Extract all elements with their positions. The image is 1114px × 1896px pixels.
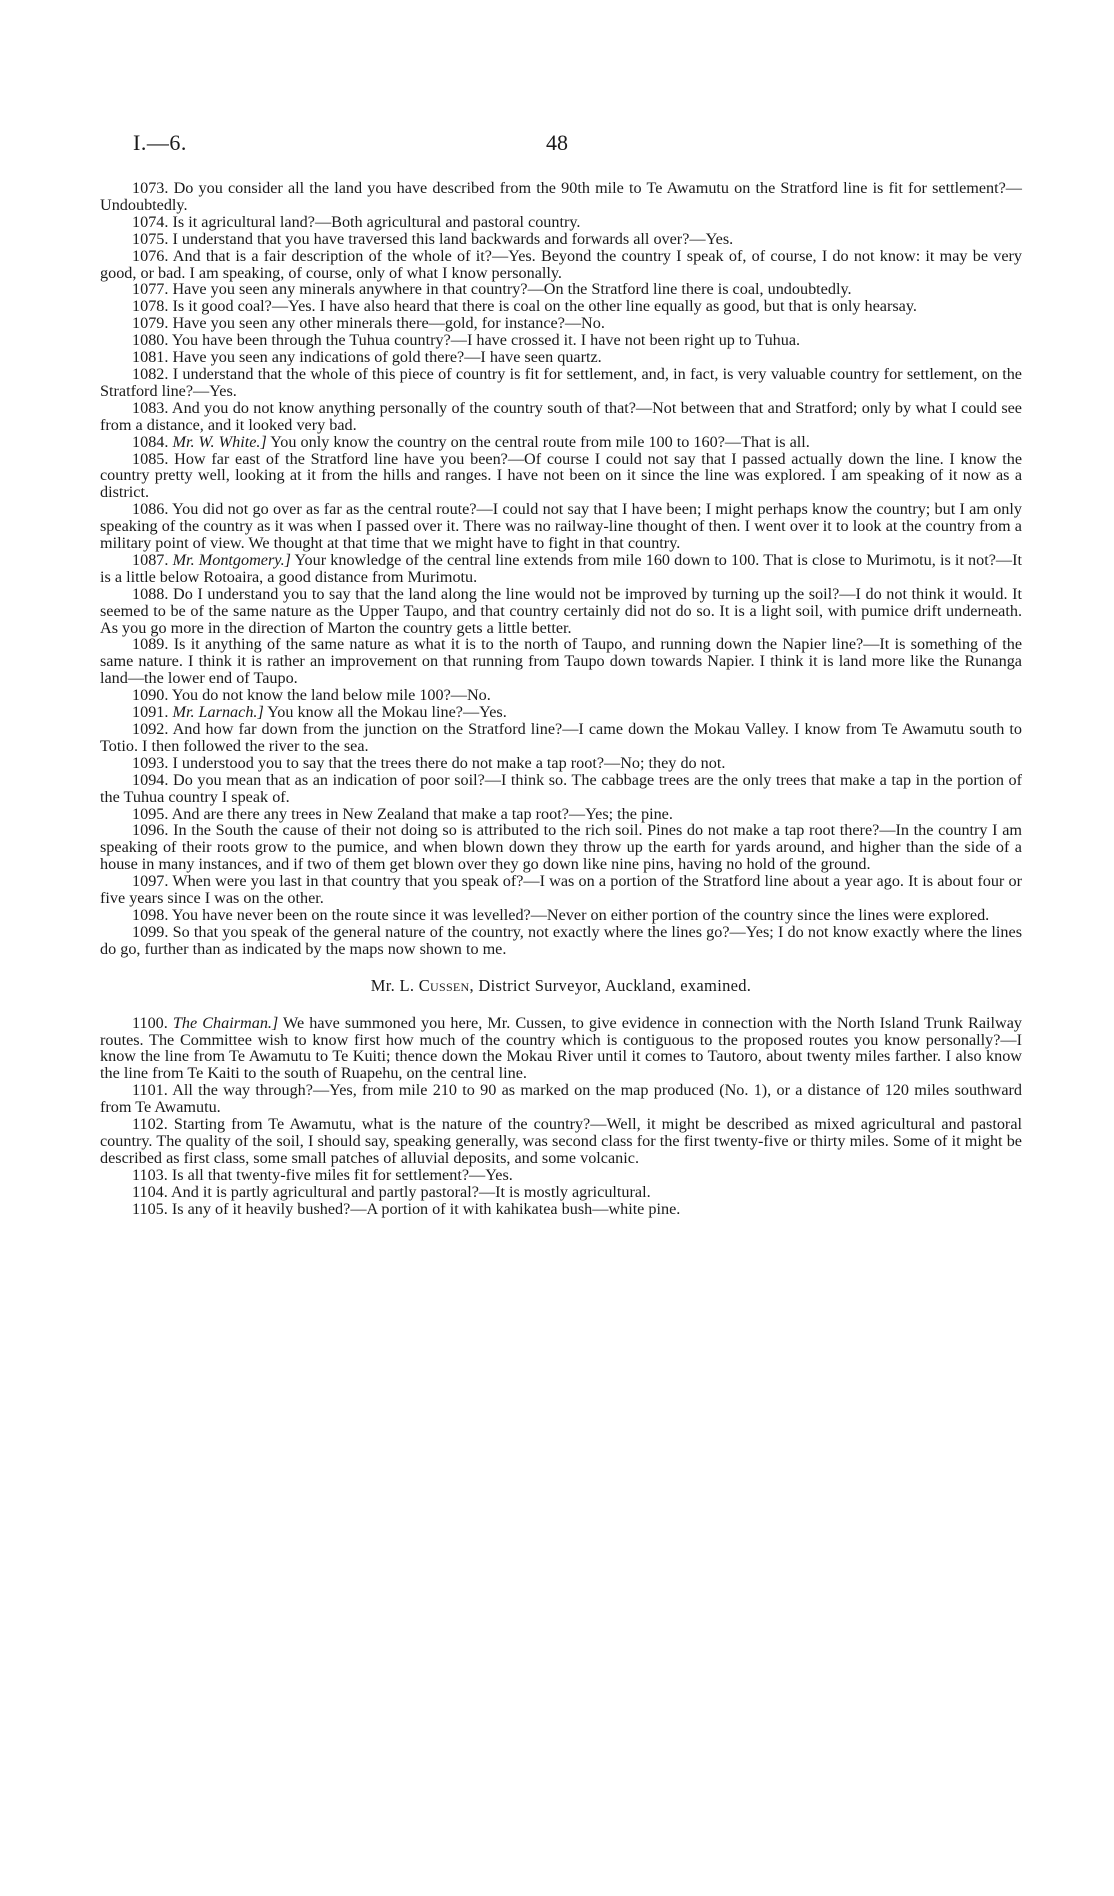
question-answer-paragraph: [100, 400, 1022, 434]
question-answer-paragraph: [100, 332, 1022, 349]
question-number: 1073.: [132, 179, 169, 197]
speaker-name: Mr. Larnach.]: [172, 703, 264, 722]
question-number: 1092.: [132, 720, 169, 738]
question-number: 1085.: [132, 449, 169, 468]
question-answer-paragraph: [100, 586, 1022, 637]
question-number: 1083.: [132, 398, 169, 417]
question-number: 1090.: [132, 686, 169, 705]
question-answer-paragraph: [100, 1167, 1022, 1184]
question-answer-paragraph: [100, 704, 1022, 721]
question-answer-paragraph: [100, 687, 1022, 704]
question-number: 1076.: [132, 246, 169, 265]
speaker-name: Mr. Montgomery.]: [172, 550, 291, 569]
question-answer-paragraph: [100, 451, 1022, 502]
question-answer-paragraph: [100, 552, 1022, 586]
question-number: 1091.: [132, 703, 169, 722]
question-answer-paragraph: [100, 806, 1022, 823]
question-answer-paragraph: [100, 924, 1022, 958]
question-answer-paragraph: [100, 298, 1022, 315]
paragraph-text: Have you seen any minerals anywhere in that country?—On the Stratford line there is coal, undoubtedly.: [172, 280, 852, 299]
paragraph-text: You do not know the land below mile 100?—No.: [171, 686, 491, 705]
paragraph-text: I understood you to say that the trees there do not make a tap root?—No; they do not.: [172, 753, 726, 772]
paragraph-text: You only know the country on the central route from mile 100 to 160?—That is all.: [270, 432, 810, 451]
question-number: 1105.: [132, 1199, 168, 1218]
question-number: 1081.: [132, 348, 169, 367]
question-number: 1102.: [132, 1115, 168, 1134]
paragraph-text: You have never been on the route since it was levelled?—Never on either portion of the country since the lines were explored.: [171, 905, 990, 924]
question-number: 1088.: [132, 584, 169, 603]
question-number: 1075.: [132, 229, 169, 248]
question-number: 1080.: [132, 331, 169, 350]
speaker-name: Mr. W. White.]: [172, 432, 267, 451]
question-number: 1089.: [132, 635, 169, 654]
question-answer-paragraph: [100, 281, 1022, 298]
question-answer-paragraph: [100, 315, 1022, 332]
paragraph-text: Is it good coal?—Yes. I have also heard that there is coal on the other line equally as good, but that is only hearsay.: [172, 297, 917, 316]
paragraph-text: And that is a fair description of the whole of it?—Yes. Beyond the country I speak of, of course, I do not know: it may be very good, or bad. I am speaking, of course, only of what I know personally.: [100, 246, 1022, 282]
question-answer-paragraph: [100, 636, 1022, 687]
document-body: [100, 180, 1022, 1217]
paragraph-text: And you do not know anything personally of the country south of that?—Not between that and Stratford; only by what I could see from a distance, and it looked very bad.: [100, 398, 1022, 434]
question-answer-paragraph: [100, 1116, 1022, 1167]
question-number: 1086.: [132, 500, 169, 519]
page-number: 48: [546, 130, 568, 155]
paragraph-text: Have you seen any other minerals there—gold, for instance?—No.: [172, 314, 605, 333]
witness-name: Cussen: [418, 975, 470, 995]
witness-prefix: Mr. L.: [370, 975, 415, 995]
paragraph-text: And it is partly agricultural and partly pastoral?—It is mostly agricultural.: [170, 1182, 651, 1201]
question-number: 1074.: [132, 212, 169, 231]
document-reference: I.—6.: [133, 130, 187, 155]
question-answer-paragraph: [100, 873, 1022, 907]
question-answer-paragraph: [100, 755, 1022, 772]
question-answer-paragraph: [100, 1082, 1022, 1116]
question-answer-paragraph: [100, 907, 1022, 924]
question-number: 1087.: [132, 550, 169, 569]
paragraph-text: We have summoned you here, Mr. Cussen, to give evidence in connection with the North Island Trunk Railway routes. The Committee wish to know first how much of the country which is contiguous to the proposed routes you know personally?—I know the line from Te Awamutu to Te Kuiti; thence down the Mokau River until it comes to Tautoro, about twenty miles farther. I also know the line from Te Kaiti to the south of Ruapehu, on the central line.: [100, 1013, 1022, 1083]
evidence-section-2: [100, 1015, 1022, 1218]
paragraph-text: You have been through the Tuhua country?—I have crossed it. I have not been right up to Tuhua.: [171, 331, 801, 350]
paragraph-text: Your knowledge of the central line extends from mile 160 down to 100. That is close to Murimotu, is it not?—It is a little below Rotoaira, a good distance from Murimotu.: [100, 550, 1022, 586]
evidence-section-1: [100, 180, 1022, 958]
paragraph-text: Is any of it heavily bushed?—A portion of it with kahikatea bush—white pine.: [171, 1199, 681, 1218]
paragraph-text: When were you last in that country that you speak of?—I was on a portion of the Stratford line about a year ago. It is about four or five years since I was on the other.: [100, 872, 1022, 908]
paragraph-text: Is it anything of the same nature as what it is to the north of Taupo, and running down the Napier line?—It is something of the same nature. I think it is rather an improvement on that running from Taupo down towards Napier. I think it is land more like the Runanga land—the lower end of Taupo.: [100, 635, 1023, 688]
paragraph-text: And are there any trees in New Zealand that make a tap root?—Yes; the pine.: [171, 804, 673, 823]
question-number: 1095.: [132, 804, 169, 823]
question-number: 1098.: [132, 905, 169, 924]
paragraph-text: Is it agricultural land?—Both agricultural and pastoral country.: [172, 212, 581, 231]
paragraph-text: Do you consider all the land you have described from the 90th mile to Te Awamutu on the Stratford line is fit for settlement?—Undoubtedly.: [100, 179, 1022, 214]
paragraph-text: I understand that you have traversed this land backwards and forwards all over?—Yes.: [172, 229, 734, 248]
paragraph-text: Starting from Te Awamutu, what is the nature of the country?—Well, it might be described as mixed agricultural and pastoral country. The quality of the soil, I should say, speaking generally, was second class for the first twenty-five or thirty miles. Some of it might be described as first class, some small patches of alluvial deposits, and some volcanic.: [100, 1115, 1022, 1167]
question-answer-paragraph: [100, 1201, 1022, 1218]
witness-heading: [100, 975, 1022, 995]
witness-description: , District Surveyor, Auckland, examined.: [469, 975, 752, 995]
question-answer-paragraph: [100, 501, 1022, 552]
question-number: 1097.: [132, 872, 169, 891]
question-number: 1079.: [132, 314, 169, 333]
question-answer-paragraph: [100, 1015, 1022, 1083]
question-answer-paragraph: [100, 1184, 1022, 1201]
question-number: 1096.: [132, 821, 169, 840]
question-number: 1082.: [132, 364, 169, 383]
question-answer-paragraph: [100, 366, 1022, 400]
question-number: 1101.: [132, 1081, 168, 1100]
question-number: 1084.: [132, 432, 169, 451]
question-answer-paragraph: [100, 214, 1022, 231]
paragraph-text: And how far down from the junction on the Stratford line?—I came down the Mokau Valley. I know from Te Awamutu south to Totio. I then followed the river to the sea.: [100, 720, 1022, 755]
question-number: 1099.: [132, 922, 169, 941]
question-answer-paragraph: [100, 248, 1022, 282]
question-number: 1104.: [132, 1182, 168, 1201]
question-answer-paragraph: [100, 822, 1022, 873]
paragraph-text: Is all that twenty-five miles fit for settlement?—Yes.: [171, 1165, 513, 1184]
question-answer-paragraph: [100, 772, 1022, 806]
paragraph-text: In the South the cause of their not doing so is attributed to the rich soil. Pines do not make a tap root there?—In the country I am speaking of their roots grow to the pumice, and when blown down they throw up the earth for yards around, and higher than the side of a house in many instances, and if two of them get blown over they go down like nine pins, having no hold of the ground.: [100, 821, 1022, 874]
paragraph-text: Have you seen any indications of gold there?—I have seen quartz.: [172, 348, 602, 367]
paragraph-text: You know all the Mokau line?—Yes.: [267, 703, 507, 722]
paragraph-text: I understand that the whole of this piece of country is fit for settlement, and, in fact, is very valuable country for settlement, on the Stratford line?—Yes.: [100, 364, 1022, 400]
question-answer-paragraph: [100, 721, 1022, 755]
paragraph-text: How far east of the Stratford line have you been?—Of course I could not say that I passed actually down the line. I know the country pretty well, looking at it from the hills and ranges. I have not been on it since the line was explored. I am speaking of it now as a district.: [100, 449, 1022, 502]
question-number: 1078.: [132, 297, 169, 316]
question-number: 1103.: [132, 1165, 168, 1184]
question-answer-paragraph: [100, 180, 1022, 214]
question-number: 1077.: [132, 280, 169, 299]
paragraph-text: You did not go over as far as the central route?—I could not say that I have been; I might perhaps know the country; but I am only speaking of the country as it was when I passed over it. There was no railway-line thought of then. I went over it to look at the country from a military point of view. We thought at that time that we might have to fight in that country.: [100, 500, 1022, 553]
question-number: 1100.: [132, 1013, 168, 1032]
paragraph-text: All the way through?—Yes, from mile 210 to 90 as marked on the map produced (No. 1), or a distance of 120 miles southward from Te Awamutu.: [100, 1081, 1023, 1117]
question-answer-paragraph: [100, 434, 1022, 451]
question-answer-paragraph: [100, 231, 1022, 248]
paragraph-text: Do you mean that as an indication of poor soil?—I think so. The cabbage trees are the only trees that make a tap in the portion of the Tuhua country I speak of.: [100, 770, 1023, 806]
paragraph-text: Do I understand you to say that the land along the line would not be improved by turning up the soil?—I do not think it would. It seemed to be of the same nature as the Upper Taupo, and that country certainly did not do so. It is a light soil, with pumice drift underneath. As you go more in the direction of Marton the country gets a little better.: [100, 584, 1022, 637]
question-number: 1093.: [132, 753, 169, 772]
paragraph-text: So that you speak of the general nature of the country, not exactly where the lines go?—Yes; I do not know exactly where the lines do go, further than as indicated by the maps now shown to me.: [100, 922, 1022, 958]
speaker-name: The Chairman.]: [172, 1013, 279, 1032]
question-number: 1094.: [132, 770, 169, 789]
question-answer-paragraph: [100, 349, 1022, 366]
